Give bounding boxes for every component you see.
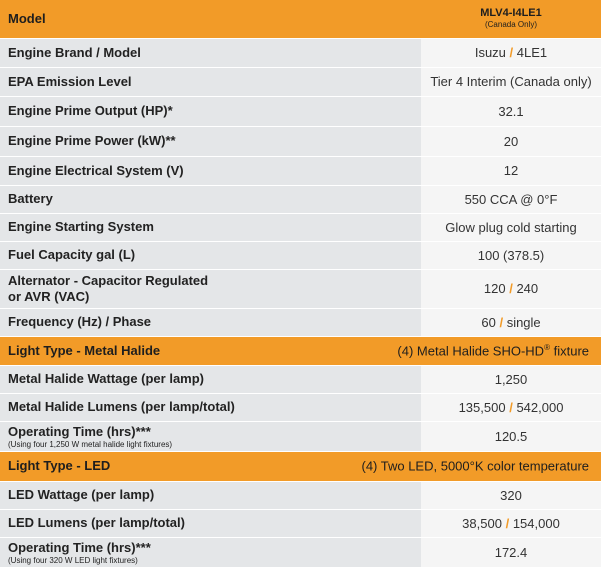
alternator-b: 240 xyxy=(516,281,539,296)
mh-operating-row xyxy=(0,421,601,451)
model-name: MLV4-I4LE1 xyxy=(480,6,542,19)
model-note: (Canada Only) xyxy=(484,19,538,29)
model-row xyxy=(0,0,601,38)
mh-lumens-row xyxy=(0,393,601,421)
led-operating-note: (Using four 320 W LED light fixtures) xyxy=(8,555,138,565)
led-wattage-value: 320 xyxy=(421,481,601,509)
metal-halide-header-label: Light Type - Metal Halide xyxy=(0,336,421,365)
led-lumens-value xyxy=(421,509,601,537)
engine-brand-a: Isuzu xyxy=(474,45,506,60)
led-lumens-a: 38,500 xyxy=(462,515,502,531)
epa-row xyxy=(0,67,601,96)
frequency-a: 60 xyxy=(481,314,496,330)
led-header-value xyxy=(361,451,601,481)
prime-power-row xyxy=(0,126,601,156)
prime-output-value: 32.1 xyxy=(421,96,601,126)
led-header-label: Light Type - LED xyxy=(0,451,421,481)
battery-label: Battery xyxy=(0,185,421,213)
led-lumens-label: LED Lumens (per lamp/total) xyxy=(0,509,421,537)
mh-wattage-label: Metal Halide Wattage (per lamp) xyxy=(0,365,421,393)
engine-brand-value xyxy=(421,38,601,67)
mh-wattage-row xyxy=(0,365,601,393)
engine-brand-label: Engine Brand / Model xyxy=(0,38,421,67)
metal-halide-header-row xyxy=(0,336,601,365)
frequency-b: single xyxy=(506,314,541,330)
led-operating-title: Operating Time (hrs)*** xyxy=(8,539,151,555)
led-operating-value: 172.4 xyxy=(421,537,601,567)
alternator-row xyxy=(0,269,601,308)
led-wattage-label: LED Wattage (per lamp) xyxy=(0,481,421,509)
led-operating-row xyxy=(0,537,601,567)
mh-operating-title: Operating Time (hrs)*** xyxy=(8,423,151,439)
prime-output-label: Engine Prime Output (HP)* xyxy=(0,96,421,126)
slash-separator: / xyxy=(505,515,510,531)
electrical-value: 12 xyxy=(421,156,601,185)
led-lumens-b: 154,000 xyxy=(512,515,560,531)
mh-lumens-value xyxy=(421,393,601,421)
led-operating-label xyxy=(0,537,421,567)
mh-operating-value: 120.5 xyxy=(421,421,601,451)
mh-lumens-label: Metal Halide Lumens (per lamp/total) xyxy=(0,393,421,421)
fuel-value: 100 (378.5) xyxy=(421,241,601,269)
electrical-label: Engine Electrical System (V) xyxy=(0,156,421,185)
metal-halide-header-main: (4) Metal Halide SHO-HD xyxy=(397,343,545,358)
fuel-row xyxy=(0,241,601,269)
battery-value: 550 CCA @ 0°F xyxy=(421,185,601,213)
prime-power-label: Engine Prime Power (kW)** xyxy=(0,126,421,156)
alternator-a: 120 xyxy=(483,281,506,296)
alternator-value xyxy=(421,269,601,308)
frequency-value xyxy=(421,308,601,336)
alternator-label xyxy=(0,269,421,308)
alternator-label-line2: or AVR (VAC) xyxy=(8,288,90,304)
metal-halide-header-value xyxy=(397,336,601,365)
epa-label: EPA Emission Level xyxy=(0,67,421,96)
slash-separator: / xyxy=(509,399,513,415)
led-lumens-row xyxy=(0,509,601,537)
epa-value: Tier 4 Interim (Canada only) xyxy=(421,67,601,96)
engine-brand-row xyxy=(0,38,601,67)
engine-brand-b: 4LE1 xyxy=(516,45,548,60)
mh-operating-note: (Using four 1,250 W metal halide light fixtures) xyxy=(8,439,173,449)
led-header-text: (4) Two LED, 5000°K color temperature xyxy=(361,458,589,474)
model-label: Model xyxy=(0,0,421,38)
battery-row xyxy=(0,185,601,213)
starting-row xyxy=(0,213,601,241)
mh-wattage-value: 1,250 xyxy=(421,365,601,393)
alternator-label-line1: Alternator - Capacitor Regulated xyxy=(8,272,209,288)
fuel-label: Fuel Capacity gal (L) xyxy=(0,241,421,269)
led-header-row xyxy=(0,451,601,481)
slash-separator: / xyxy=(509,281,513,296)
frequency-row xyxy=(0,308,601,336)
metal-halide-header-suffix: fixture xyxy=(549,343,589,358)
model-value xyxy=(421,0,601,38)
slash-separator: / xyxy=(509,45,514,60)
starting-label: Engine Starting System xyxy=(0,213,421,241)
metal-halide-header-text xyxy=(397,343,589,358)
prime-power-value: 20 xyxy=(421,126,601,156)
mh-lumens-b: 542,000 xyxy=(516,399,564,415)
mh-operating-label xyxy=(0,421,421,451)
starting-value: Glow plug cold starting xyxy=(421,213,601,241)
electrical-row xyxy=(0,156,601,185)
prime-output-row xyxy=(0,96,601,126)
frequency-label: Frequency (Hz) / Phase xyxy=(0,308,421,336)
slash-separator: / xyxy=(499,314,504,330)
registered-mark: ® xyxy=(544,342,550,352)
mh-lumens-a: 135,500 xyxy=(458,399,506,415)
led-wattage-row xyxy=(0,481,601,509)
